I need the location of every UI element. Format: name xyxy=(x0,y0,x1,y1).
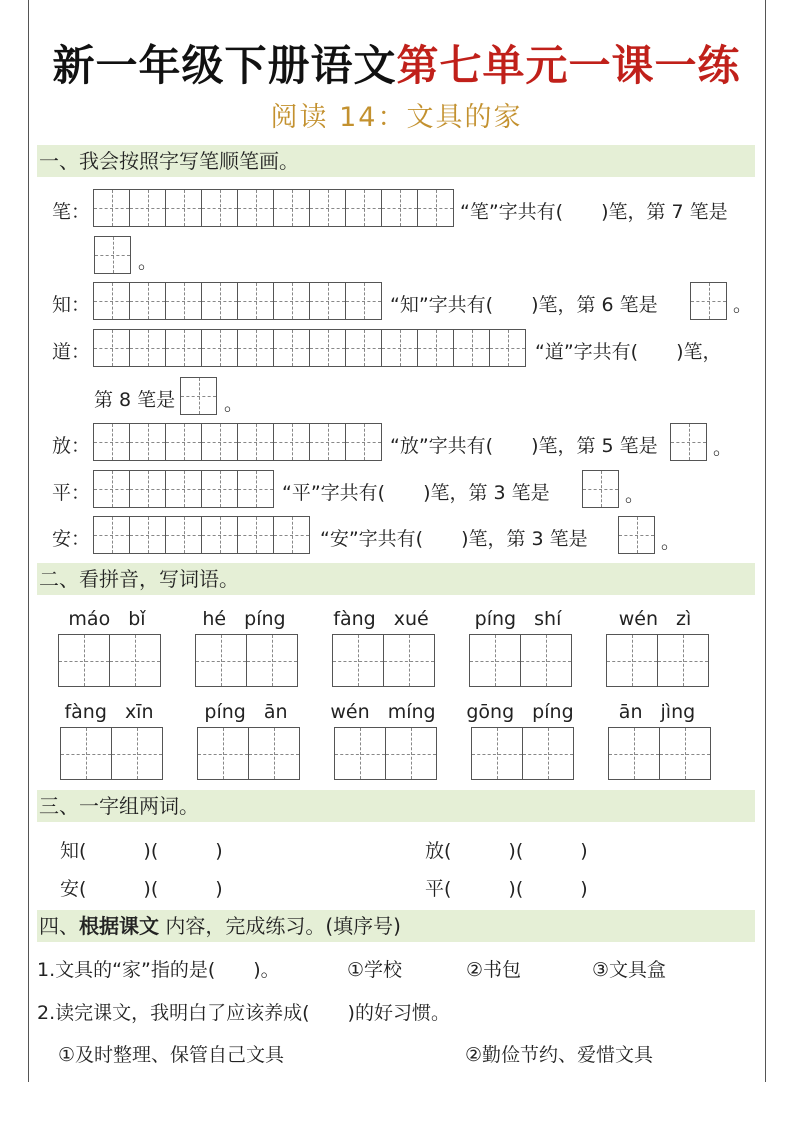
grid-cell[interactable] xyxy=(333,635,384,686)
word-grid xyxy=(608,727,711,780)
pinyin-label: máo bǐ xyxy=(68,608,146,630)
stroke-grid-an xyxy=(93,516,310,554)
grid-cell[interactable] xyxy=(274,424,310,460)
answer-cell[interactable] xyxy=(619,517,655,553)
stroke-answer-box-zhi xyxy=(690,282,727,320)
grid-cell[interactable] xyxy=(238,471,274,507)
grid-cell[interactable] xyxy=(166,517,202,553)
title-part-2: 第七单元一课一练 xyxy=(396,41,741,90)
pinyin-label: gōng píng xyxy=(466,701,574,723)
word-grid xyxy=(332,634,435,687)
word-grid xyxy=(334,727,437,780)
word-exercise-fang: 放( )( ) xyxy=(425,840,588,862)
grid-cell[interactable] xyxy=(490,330,526,366)
grid-cell[interactable] xyxy=(196,635,247,686)
word-grid xyxy=(606,634,709,687)
stroke-end-dao: 。 xyxy=(224,393,244,415)
grid-cell[interactable] xyxy=(166,330,202,366)
stroke-end-fang: 。 xyxy=(713,437,733,459)
answer-cell[interactable] xyxy=(583,471,619,507)
answer-cell[interactable] xyxy=(671,424,707,460)
grid-cell[interactable] xyxy=(310,190,346,226)
grid-cell[interactable] xyxy=(274,283,310,319)
grid-cell[interactable] xyxy=(609,728,660,779)
grid-cell[interactable] xyxy=(94,424,130,460)
stroke-end-bi: 。 xyxy=(138,251,158,273)
stroke-label-fang: 放： xyxy=(52,435,91,457)
stroke-end-zhi: 。 xyxy=(733,294,753,316)
word-grid xyxy=(197,727,300,780)
word-grid xyxy=(471,727,574,780)
grid-cell[interactable] xyxy=(61,728,112,779)
grid-cell[interactable] xyxy=(310,283,346,319)
pinyin-label: píng ān xyxy=(204,701,288,723)
grid-cell[interactable] xyxy=(274,517,310,553)
grid-cell[interactable] xyxy=(94,283,130,319)
section-1-header: 一、我会按照字写笔顺笔画。 xyxy=(37,145,755,177)
grid-cell[interactable] xyxy=(130,190,166,226)
stroke-label-zhi: 知： xyxy=(52,294,91,316)
stroke-answer-box-dao xyxy=(180,377,217,415)
stroke-answer-box-bi xyxy=(94,236,131,274)
grid-cell[interactable] xyxy=(94,471,130,507)
grid-cell[interactable] xyxy=(202,471,238,507)
answer-cell[interactable] xyxy=(181,378,217,414)
grid-cell[interactable] xyxy=(238,517,274,553)
grid-cell[interactable] xyxy=(274,330,310,366)
word-exercise-ping: 平( )( ) xyxy=(425,878,588,900)
stroke-question-dao-2: 第 8 笔是 xyxy=(94,389,176,411)
section-2-header: 二、看拼音，写词语。 xyxy=(37,563,755,595)
grid-cell[interactable] xyxy=(382,330,418,366)
grid-cell[interactable] xyxy=(94,517,130,553)
word-exercise-an: 安( )( ) xyxy=(60,878,223,900)
grid-cell[interactable] xyxy=(346,190,382,226)
right-margin-line xyxy=(765,0,766,1082)
grid-cell[interactable] xyxy=(310,330,346,366)
grid-cell[interactable] xyxy=(247,635,298,686)
stroke-label-ping: 平： xyxy=(52,482,91,504)
grid-cell[interactable] xyxy=(238,330,274,366)
grid-cell[interactable] xyxy=(472,728,523,779)
pinyin-label: fàng xué xyxy=(333,608,429,630)
grid-cell[interactable] xyxy=(110,635,161,686)
pinyin-label: wén zì xyxy=(618,608,692,630)
section-4-header xyxy=(37,910,755,942)
stroke-grid-zhi xyxy=(93,282,382,320)
stroke-end-an: 。 xyxy=(661,531,681,553)
page-title xyxy=(0,36,793,96)
grid-cell[interactable] xyxy=(521,635,572,686)
grid-cell[interactable] xyxy=(454,330,490,366)
grid-cell[interactable] xyxy=(166,471,202,507)
grid-cell[interactable] xyxy=(202,330,238,366)
stroke-label-dao: 道： xyxy=(52,341,91,363)
grid-cell[interactable] xyxy=(130,283,166,319)
grid-cell[interactable] xyxy=(94,330,130,366)
page-subtitle: 阅读 14：文具的家 xyxy=(270,102,523,133)
stroke-grid-ping xyxy=(93,470,274,508)
grid-cell[interactable] xyxy=(202,424,238,460)
grid-cell[interactable] xyxy=(249,728,300,779)
grid-cell[interactable] xyxy=(346,283,382,319)
pinyin-label: fàng xīn xyxy=(64,701,154,723)
answer-cell[interactable] xyxy=(691,283,727,319)
grid-cell[interactable] xyxy=(335,728,386,779)
section-4-rest: 内容，完成练习。(填序号) xyxy=(159,914,401,938)
grid-cell[interactable] xyxy=(198,728,249,779)
pinyin-label: hé píng xyxy=(202,608,286,630)
grid-cell[interactable] xyxy=(607,635,658,686)
grid-cell[interactable] xyxy=(130,471,166,507)
grid-cell[interactable] xyxy=(238,424,274,460)
grid-cell[interactable] xyxy=(94,190,130,226)
stroke-question-dao: “道”字共有( )笔， xyxy=(535,341,722,363)
grid-cell[interactable] xyxy=(202,517,238,553)
stroke-question-an: “安”字共有( )笔，第 3 笔是 xyxy=(320,528,588,550)
section-4-number: 四、 xyxy=(39,914,79,938)
section-4-bold: 根据课文 xyxy=(79,914,159,938)
question-2-option-2: ②勤俭节约、爱惜文具 xyxy=(465,1044,654,1066)
grid-cell[interactable] xyxy=(238,190,274,226)
stroke-grid-bi xyxy=(93,189,454,227)
question-1: 1.文具的“家”指的是( )。 xyxy=(37,959,280,981)
question-2: 2.读完课文，我明白了应该养成( )的好习惯。 xyxy=(37,1002,450,1024)
stroke-end-ping: 。 xyxy=(625,484,645,506)
grid-cell[interactable] xyxy=(130,517,166,553)
grid-cell[interactable] xyxy=(238,283,274,319)
word-grid xyxy=(60,727,163,780)
stroke-grid-dao xyxy=(93,329,526,367)
title-part-1: 新一年级下册语文 xyxy=(52,41,397,90)
grid-cell[interactable] xyxy=(418,330,454,366)
left-margin-line xyxy=(28,0,29,1082)
stroke-question-fang: “放”字共有( )笔，第 5 笔是 xyxy=(390,435,658,457)
question-2-option-1: ①及时整理、保管自己文具 xyxy=(58,1044,285,1066)
grid-cell[interactable] xyxy=(112,728,163,779)
stroke-answer-box-ping xyxy=(582,470,619,508)
pinyin-label: ān jìng xyxy=(618,701,696,723)
grid-cell[interactable] xyxy=(384,635,435,686)
grid-cell[interactable] xyxy=(130,330,166,366)
pinyin-label: wén míng xyxy=(330,701,436,723)
grid-cell[interactable] xyxy=(470,635,521,686)
grid-cell[interactable] xyxy=(346,330,382,366)
grid-cell[interactable] xyxy=(386,728,437,779)
grid-cell[interactable] xyxy=(202,283,238,319)
pinyin-label: píng shí xyxy=(474,608,562,630)
stroke-question-ping: “平”字共有( )笔，第 3 笔是 xyxy=(282,482,550,504)
grid-cell[interactable] xyxy=(166,283,202,319)
question-1-option-1: ①学校 xyxy=(347,959,403,981)
stroke-grid-fang xyxy=(93,423,382,461)
grid-cell[interactable] xyxy=(310,424,346,460)
grid-cell[interactable] xyxy=(660,728,711,779)
grid-cell[interactable] xyxy=(166,424,202,460)
stroke-answer-box-fang xyxy=(670,423,707,461)
grid-cell[interactable] xyxy=(274,190,310,226)
grid-cell[interactable] xyxy=(202,190,238,226)
stroke-question-bi: “笔”字共有( )笔，第 7 笔是 xyxy=(460,201,728,223)
word-grid xyxy=(58,634,161,687)
word-grid xyxy=(195,634,298,687)
stroke-label-bi: 笔： xyxy=(52,201,91,223)
question-1-option-3: ③文具盒 xyxy=(592,959,667,981)
stroke-question-zhi: “知”字共有( )笔，第 6 笔是 xyxy=(390,294,658,316)
grid-cell[interactable] xyxy=(130,424,166,460)
stroke-label-an: 安： xyxy=(52,528,91,550)
grid-cell[interactable] xyxy=(59,635,110,686)
question-1-option-2: ②书包 xyxy=(466,959,522,981)
grid-cell[interactable] xyxy=(166,190,202,226)
grid-cell[interactable] xyxy=(346,424,382,460)
section-3-header: 三、一字组两词。 xyxy=(37,790,755,822)
grid-cell[interactable] xyxy=(418,190,454,226)
grid-cell[interactable] xyxy=(523,728,574,779)
stroke-answer-box-an xyxy=(618,516,655,554)
answer-cell[interactable] xyxy=(95,237,131,273)
word-grid xyxy=(469,634,572,687)
word-exercise-zhi: 知( )( ) xyxy=(60,840,223,862)
grid-cell[interactable] xyxy=(382,190,418,226)
grid-cell[interactable] xyxy=(658,635,709,686)
